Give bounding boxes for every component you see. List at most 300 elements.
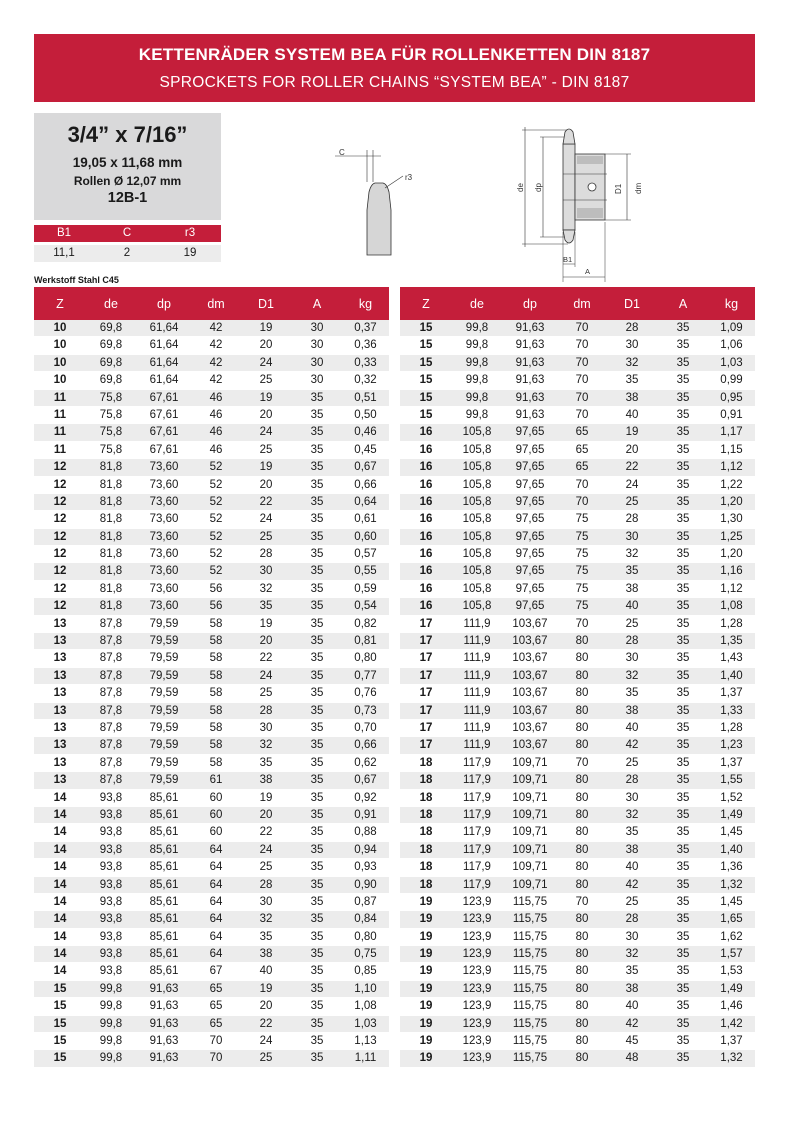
cell-dm: 80 bbox=[575, 1052, 589, 1065]
table-row bbox=[34, 998, 389, 1015]
cell-dm: 80 bbox=[575, 843, 589, 856]
table-row bbox=[400, 442, 755, 459]
cell-kg: 0,94 bbox=[354, 843, 377, 856]
cell-a: 35 bbox=[310, 721, 324, 734]
cell-z: 12 bbox=[53, 600, 67, 613]
cell-a: 35 bbox=[676, 461, 690, 474]
cell-z: 15 bbox=[53, 1052, 67, 1065]
cell-dp: 91,63 bbox=[515, 339, 545, 352]
cell-dm: 42 bbox=[209, 339, 223, 352]
cell-de: 99,8 bbox=[465, 374, 489, 387]
cell-z: 17 bbox=[419, 635, 433, 648]
cell-d1: 20 bbox=[259, 635, 273, 648]
cell-dm: 80 bbox=[575, 774, 589, 787]
cell-z: 10 bbox=[53, 374, 67, 387]
cell-a: 35 bbox=[310, 478, 324, 491]
cell-a: 35 bbox=[676, 565, 690, 578]
cell-d1: 22 bbox=[259, 826, 273, 839]
table-row bbox=[34, 842, 389, 859]
cell-z: 17 bbox=[419, 704, 433, 717]
cell-z: 17 bbox=[419, 652, 433, 665]
cell-a: 35 bbox=[676, 408, 690, 421]
cell-a: 35 bbox=[310, 513, 324, 526]
cell-dp: 91,63 bbox=[515, 408, 545, 421]
cell-a: 35 bbox=[676, 669, 690, 682]
cell-de: 81,8 bbox=[99, 513, 123, 526]
col-header-z: Z bbox=[422, 297, 430, 311]
cell-kg: 0,66 bbox=[354, 739, 377, 752]
cell-dp: 91,63 bbox=[149, 982, 179, 995]
cell-dm: 46 bbox=[209, 426, 223, 439]
cell-kg: 1,28 bbox=[720, 617, 743, 630]
table-row bbox=[34, 929, 389, 946]
cell-a: 35 bbox=[676, 861, 690, 874]
cell-de: 87,8 bbox=[99, 704, 123, 717]
cell-a: 35 bbox=[676, 721, 690, 734]
cell-kg: 1,15 bbox=[720, 443, 743, 456]
cell-dm: 65 bbox=[209, 1000, 223, 1013]
cell-de: 105,8 bbox=[462, 565, 492, 578]
cell-dm: 80 bbox=[575, 878, 589, 891]
cell-z: 14 bbox=[53, 878, 67, 891]
cell-a: 35 bbox=[676, 808, 690, 821]
cell-dm: 46 bbox=[209, 443, 223, 456]
cell-a: 35 bbox=[676, 739, 690, 752]
cell-dm: 65 bbox=[575, 461, 589, 474]
cell-d1: 25 bbox=[259, 1052, 273, 1065]
cell-kg: 0,54 bbox=[354, 600, 377, 613]
header-c: C bbox=[122, 227, 132, 239]
cell-de: 123,9 bbox=[462, 895, 492, 908]
cell-dm: 70 bbox=[575, 756, 589, 769]
cell-dp: 115,75 bbox=[512, 1017, 548, 1030]
cell-de: 123,9 bbox=[462, 982, 492, 995]
cell-dm: 80 bbox=[575, 687, 589, 700]
cell-kg: 0,88 bbox=[354, 826, 377, 839]
cell-dp: 85,61 bbox=[149, 826, 179, 839]
cell-de: 117,9 bbox=[463, 808, 491, 821]
cell-d1: 24 bbox=[625, 478, 639, 491]
cell-d1: 19 bbox=[625, 426, 639, 439]
cell-a: 35 bbox=[310, 1000, 324, 1013]
table-row bbox=[34, 459, 389, 476]
cell-a: 35 bbox=[676, 582, 690, 595]
cell-a: 35 bbox=[310, 1035, 324, 1048]
cell-a: 35 bbox=[310, 548, 324, 561]
cell-de: 111,9 bbox=[463, 652, 491, 665]
cell-dp: 97,65 bbox=[515, 548, 545, 561]
cell-de: 123,9 bbox=[462, 948, 492, 961]
table-row bbox=[34, 1016, 389, 1033]
cell-z: 13 bbox=[53, 669, 67, 682]
cell-dp: 97,65 bbox=[515, 582, 545, 595]
cell-dp: 91,63 bbox=[515, 322, 545, 334]
table-row bbox=[400, 842, 755, 859]
table-row bbox=[400, 407, 755, 424]
chain-size-inch: 3/4” x 7/16” bbox=[67, 122, 188, 147]
cell-d1: 42 bbox=[625, 878, 639, 891]
cell-dp: 61,64 bbox=[149, 322, 179, 334]
table-row bbox=[34, 581, 389, 598]
cell-d1: 30 bbox=[625, 530, 639, 543]
cell-de: 99,8 bbox=[99, 1017, 123, 1030]
cell-z: 13 bbox=[53, 617, 67, 630]
cell-dp: 115,75 bbox=[512, 1052, 548, 1065]
cell-de: 99,8 bbox=[465, 408, 489, 421]
cell-a: 35 bbox=[676, 1052, 690, 1065]
cell-dm: 64 bbox=[209, 895, 223, 908]
cell-dp: 109,71 bbox=[512, 861, 548, 874]
cell-kg: 0,59 bbox=[354, 582, 377, 595]
cell-dp: 97,65 bbox=[515, 461, 545, 474]
cell-dm: 64 bbox=[209, 948, 223, 961]
cell-kg: 0,91 bbox=[720, 408, 743, 421]
label-d1: D1 bbox=[614, 183, 623, 194]
cell-a: 35 bbox=[310, 652, 324, 665]
cell-dp: 73,60 bbox=[149, 513, 179, 526]
cell-z: 19 bbox=[419, 913, 433, 926]
cell-d1: 20 bbox=[259, 1000, 273, 1013]
cell-dm: 46 bbox=[209, 391, 223, 404]
cell-de: 111,9 bbox=[463, 721, 491, 734]
table-row bbox=[34, 824, 389, 841]
cell-z: 13 bbox=[53, 721, 67, 734]
tooth-params-header bbox=[34, 225, 221, 242]
cell-kg: 0,82 bbox=[354, 617, 377, 630]
cell-dp: 67,61 bbox=[149, 391, 179, 404]
cell-de: 81,8 bbox=[99, 495, 123, 508]
cell-dm: 80 bbox=[575, 635, 589, 648]
cell-de: 75,8 bbox=[99, 391, 123, 404]
cell-z: 18 bbox=[419, 808, 433, 821]
cell-de: 111,9 bbox=[463, 669, 491, 682]
cell-a: 30 bbox=[310, 339, 324, 352]
cell-d1: 20 bbox=[259, 339, 273, 352]
cell-z: 15 bbox=[419, 408, 433, 421]
cell-d1: 35 bbox=[259, 756, 273, 769]
cell-de: 93,8 bbox=[99, 913, 123, 926]
cell-kg: 0,87 bbox=[354, 895, 377, 908]
cell-de: 75,8 bbox=[99, 426, 123, 439]
table-row bbox=[400, 929, 755, 946]
cell-a: 35 bbox=[310, 982, 324, 995]
cell-a: 35 bbox=[310, 530, 324, 543]
table-row bbox=[34, 859, 389, 876]
cell-dp: 79,59 bbox=[149, 704, 179, 717]
table-body bbox=[400, 320, 755, 1068]
cell-dm: 65 bbox=[209, 982, 223, 995]
label-a: A bbox=[585, 267, 591, 276]
cell-d1: 28 bbox=[625, 322, 639, 334]
cell-a: 35 bbox=[310, 408, 324, 421]
cell-de: 69,8 bbox=[99, 322, 123, 334]
cell-kg: 0,99 bbox=[720, 374, 743, 387]
cell-dm: 58 bbox=[209, 617, 223, 630]
cell-dm: 80 bbox=[575, 669, 589, 682]
cell-a: 35 bbox=[310, 461, 324, 474]
cell-kg: 0,67 bbox=[354, 461, 377, 474]
cell-kg: 1,65 bbox=[720, 913, 743, 926]
cell-de: 105,8 bbox=[462, 582, 492, 595]
cell-dm: 75 bbox=[575, 582, 589, 595]
cell-de: 93,8 bbox=[99, 878, 123, 891]
label-de: de bbox=[516, 183, 525, 192]
cell-a: 35 bbox=[676, 513, 690, 526]
cell-dp: 91,63 bbox=[515, 374, 545, 387]
cell-kg: 1,20 bbox=[720, 495, 743, 508]
cell-dm: 52 bbox=[209, 513, 223, 526]
cell-z: 18 bbox=[419, 791, 433, 804]
cell-dp: 97,65 bbox=[515, 565, 545, 578]
cell-dm: 58 bbox=[209, 652, 223, 665]
table-row bbox=[400, 824, 755, 841]
cell-d1: 35 bbox=[259, 930, 273, 943]
cell-d1: 28 bbox=[259, 548, 273, 561]
cell-dp: 85,61 bbox=[149, 843, 179, 856]
cell-dp: 97,65 bbox=[515, 530, 545, 543]
cell-kg: 1,43 bbox=[720, 652, 743, 665]
table-row bbox=[34, 877, 389, 894]
cell-dm: 42 bbox=[209, 356, 223, 369]
cell-a: 35 bbox=[676, 1035, 690, 1048]
cell-dp: 85,61 bbox=[149, 895, 179, 908]
col-header-a: A bbox=[312, 297, 322, 311]
cell-de: 75,8 bbox=[99, 443, 123, 456]
table-row bbox=[400, 581, 755, 598]
cell-dp: 109,71 bbox=[512, 808, 548, 821]
cell-d1: 32 bbox=[625, 948, 639, 961]
cell-kg: 1,40 bbox=[720, 669, 743, 682]
cell-z: 19 bbox=[419, 1017, 433, 1030]
cell-dm: 61 bbox=[209, 774, 223, 787]
cell-a: 35 bbox=[310, 826, 324, 839]
cell-de: 99,8 bbox=[99, 1000, 123, 1013]
cell-z: 13 bbox=[53, 687, 67, 700]
cell-dp: 85,61 bbox=[149, 948, 179, 961]
cell-z: 13 bbox=[53, 635, 67, 648]
table-row bbox=[34, 790, 389, 807]
cell-dm: 64 bbox=[209, 913, 223, 926]
table-row bbox=[400, 633, 755, 650]
cell-d1: 40 bbox=[625, 721, 639, 734]
cell-de: 99,8 bbox=[465, 391, 489, 404]
table-row bbox=[400, 424, 755, 441]
cell-z: 16 bbox=[419, 478, 433, 491]
cell-kg: 0,93 bbox=[354, 861, 377, 874]
cell-dm: 52 bbox=[209, 565, 223, 578]
cell-a: 35 bbox=[676, 322, 690, 334]
cell-kg: 1,53 bbox=[720, 965, 743, 978]
sprocket-side-drawing bbox=[515, 122, 655, 284]
cell-dm: 64 bbox=[209, 843, 223, 856]
cell-d1: 19 bbox=[259, 791, 273, 804]
cell-a: 35 bbox=[310, 878, 324, 891]
col-header-d1: D1 bbox=[624, 297, 640, 311]
cell-z: 10 bbox=[53, 322, 67, 334]
table-row bbox=[34, 668, 389, 685]
cell-z: 14 bbox=[53, 913, 67, 926]
cell-d1: 22 bbox=[259, 495, 273, 508]
cell-dm: 80 bbox=[575, 948, 589, 961]
cell-dm: 80 bbox=[575, 826, 589, 839]
cell-de: 123,9 bbox=[462, 1017, 492, 1030]
table-row bbox=[34, 546, 389, 563]
cell-d1: 38 bbox=[625, 704, 639, 717]
cell-z: 13 bbox=[53, 652, 67, 665]
table-row bbox=[34, 372, 389, 389]
cell-a: 35 bbox=[676, 982, 690, 995]
cell-de: 117,9 bbox=[463, 826, 491, 839]
cell-z: 19 bbox=[419, 1035, 433, 1048]
cell-dp: 73,60 bbox=[149, 478, 179, 491]
cell-dp: 91,63 bbox=[149, 1017, 179, 1030]
chain-size-mm: 19,05 x 11,68 mm bbox=[72, 155, 183, 170]
cell-dm: 70 bbox=[575, 374, 589, 387]
cell-dm: 58 bbox=[209, 704, 223, 717]
cell-a: 35 bbox=[310, 756, 324, 769]
cell-dm: 64 bbox=[209, 861, 223, 874]
cell-a: 35 bbox=[676, 948, 690, 961]
cell-dp: 85,61 bbox=[149, 930, 179, 943]
header-banner bbox=[34, 34, 755, 102]
cell-d1: 25 bbox=[625, 617, 639, 630]
table-row bbox=[400, 477, 755, 494]
cell-d1: 24 bbox=[259, 513, 273, 526]
cell-dp: 61,64 bbox=[149, 356, 179, 369]
tooth-params-row bbox=[34, 245, 221, 262]
col-header-dp: dp bbox=[157, 297, 171, 311]
table-body bbox=[34, 320, 389, 1068]
cell-de: 105,8 bbox=[462, 530, 492, 543]
cell-kg: 1,37 bbox=[720, 687, 743, 700]
cell-de: 81,8 bbox=[99, 478, 123, 491]
cell-kg: 1,37 bbox=[720, 1035, 743, 1048]
cell-z: 19 bbox=[419, 1000, 433, 1013]
cell-z: 10 bbox=[53, 356, 67, 369]
table-row bbox=[34, 616, 389, 633]
cell-dm: 65 bbox=[209, 1017, 223, 1030]
cell-dm: 64 bbox=[209, 930, 223, 943]
table-row bbox=[34, 424, 389, 441]
cell-z: 13 bbox=[53, 774, 67, 787]
cell-kg: 0,46 bbox=[354, 426, 377, 439]
cell-kg: 0,77 bbox=[354, 669, 377, 682]
cell-d1: 28 bbox=[625, 635, 639, 648]
cell-a: 35 bbox=[310, 495, 324, 508]
cell-d1: 30 bbox=[625, 930, 639, 943]
cell-dm: 70 bbox=[575, 391, 589, 404]
cell-a: 35 bbox=[676, 374, 690, 387]
cell-z: 16 bbox=[419, 582, 433, 595]
cell-a: 35 bbox=[676, 495, 690, 508]
cell-dp: 115,75 bbox=[512, 895, 548, 908]
cell-dp: 97,65 bbox=[515, 495, 545, 508]
col-header-kg: kg bbox=[358, 297, 373, 311]
table-row bbox=[34, 355, 389, 372]
label-dm: dm bbox=[634, 182, 643, 194]
cell-kg: 1,06 bbox=[720, 339, 743, 352]
col-header-dm: dm bbox=[573, 297, 591, 311]
cell-d1: 24 bbox=[259, 843, 273, 856]
cell-d1: 24 bbox=[259, 669, 273, 682]
cell-kg: 1,36 bbox=[720, 861, 743, 874]
cell-dm: 56 bbox=[209, 600, 223, 613]
cell-kg: 1,03 bbox=[354, 1017, 377, 1030]
cell-dp: 97,65 bbox=[515, 426, 545, 439]
cell-z: 11 bbox=[53, 426, 67, 439]
cell-d1: 35 bbox=[259, 600, 273, 613]
cell-de: 123,9 bbox=[462, 1000, 492, 1013]
table-row bbox=[400, 963, 755, 980]
cell-dp: 73,60 bbox=[149, 600, 179, 613]
cell-kg: 1,49 bbox=[720, 808, 743, 821]
cell-kg: 0,84 bbox=[354, 913, 377, 926]
cell-kg: 0,55 bbox=[354, 565, 377, 578]
cell-kg: 1,62 bbox=[720, 930, 743, 943]
cell-dp: 91,63 bbox=[149, 1052, 179, 1065]
table-header bbox=[34, 287, 389, 320]
cell-dm: 80 bbox=[575, 1000, 589, 1013]
col-header-dp: dp bbox=[523, 297, 537, 311]
cell-dm: 80 bbox=[575, 791, 589, 804]
cell-de: 69,8 bbox=[99, 374, 123, 387]
col-header-d1: D1 bbox=[258, 297, 274, 311]
cell-z: 12 bbox=[53, 565, 67, 578]
cell-dm: 52 bbox=[209, 478, 223, 491]
cell-de: 117,9 bbox=[463, 861, 491, 874]
cell-a: 35 bbox=[676, 930, 690, 943]
cell-a: 35 bbox=[676, 478, 690, 491]
cell-a: 35 bbox=[676, 339, 690, 352]
cell-d1: 42 bbox=[625, 739, 639, 752]
cell-dp: 79,59 bbox=[149, 617, 179, 630]
cell-d1: 19 bbox=[259, 322, 273, 334]
title-german: KETTENRÄDER SYSTEM BEA FÜR ROLLENKETTEN DIN 8187 bbox=[138, 45, 651, 64]
cell-d1: 32 bbox=[259, 739, 273, 752]
table-row bbox=[400, 911, 755, 928]
table-row bbox=[34, 911, 389, 928]
cell-dp: 67,61 bbox=[149, 426, 179, 439]
table-row bbox=[400, 529, 755, 546]
cell-de: 99,8 bbox=[465, 356, 489, 369]
cell-dp: 103,67 bbox=[512, 652, 548, 665]
col-header-dm: dm bbox=[207, 297, 225, 311]
table-row bbox=[400, 320, 755, 337]
cell-z: 12 bbox=[53, 530, 67, 543]
table-row bbox=[400, 668, 755, 685]
cell-d1: 25 bbox=[625, 895, 639, 908]
cell-z: 15 bbox=[419, 339, 433, 352]
cell-kg: 1,20 bbox=[720, 548, 743, 561]
cell-dp: 79,59 bbox=[149, 669, 179, 682]
tooth-profile-drawing bbox=[325, 140, 425, 260]
cell-dm: 58 bbox=[209, 756, 223, 769]
cell-kg: 1,12 bbox=[720, 461, 743, 474]
table-row bbox=[400, 1033, 755, 1050]
cell-dm: 70 bbox=[575, 408, 589, 421]
cell-kg: 0,33 bbox=[354, 356, 377, 369]
table-row bbox=[34, 320, 389, 337]
cell-de: 81,8 bbox=[99, 461, 123, 474]
cell-dm: 52 bbox=[209, 530, 223, 543]
cell-a: 35 bbox=[676, 548, 690, 561]
value-b1: 11,1 bbox=[53, 247, 75, 259]
cell-kg: 1,25 bbox=[720, 530, 743, 543]
cell-dp: 79,59 bbox=[149, 635, 179, 648]
cell-dm: 75 bbox=[575, 600, 589, 613]
cell-dp: 91,63 bbox=[149, 1000, 179, 1013]
table-row bbox=[34, 390, 389, 407]
